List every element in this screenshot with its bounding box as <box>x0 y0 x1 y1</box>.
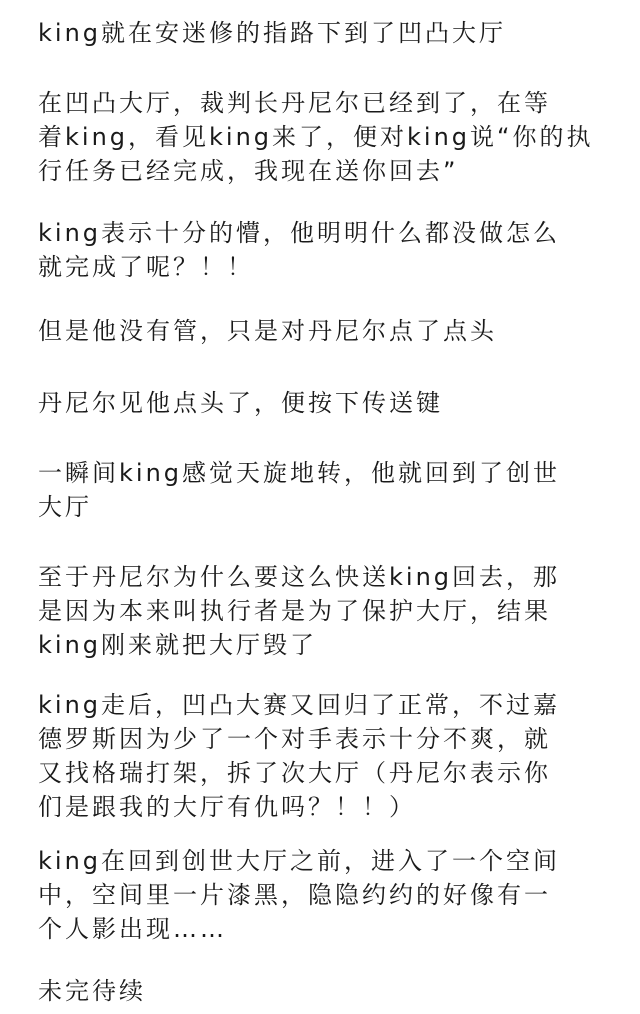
text-line: 大厅 <box>38 493 92 521</box>
text-line: 行任务已经完成，我现在送你回去” <box>38 157 459 185</box>
text-line: 着king，看见king来了，便对king说“你的执 <box>38 123 594 151</box>
text-line: 在凹凸大厅，裁判长丹尼尔已经到了，在等 <box>38 89 551 117</box>
text-line: 一瞬间king感觉天旋地转，他就回到了创世 <box>38 459 561 487</box>
paragraph-dark-space <box>38 844 560 946</box>
text-line: king刚来就把大厅毁了 <box>38 631 318 659</box>
text-line: king表示十分的懵，他明明什么都没做怎么 <box>38 219 561 247</box>
text-line: king走后，凹凸大赛又回归了正常，不过嘉 <box>38 691 561 719</box>
text-line: king就在安迷修的指路下到了凹凸大厅 <box>38 19 507 47</box>
paragraph-to-be-continued <box>38 974 146 1008</box>
text-line: 但是他没有管，只是对丹尼尔点了点头 <box>38 317 497 345</box>
paragraph-teleport-key <box>38 386 443 420</box>
text-line: 未完待续 <box>38 977 146 1005</box>
paragraph-daniel-waiting <box>38 86 593 188</box>
paragraph-reason <box>38 560 560 662</box>
paragraph-king-nods <box>38 314 497 348</box>
text-line: 德罗斯因为少了一个对手表示十分不爽，就 <box>38 725 551 753</box>
text-line: 就完成了呢？！！ <box>38 253 254 281</box>
text-line: 中，空间里一片漆黑，隐隐约约的好像有一 <box>38 881 551 909</box>
paragraph-after-king-left <box>38 688 560 824</box>
paragraph-king-confused <box>38 216 560 284</box>
text-line: 丹尼尔见他点头了，便按下传送键 <box>38 389 443 417</box>
paragraph-back-to-creation-hall <box>38 456 560 524</box>
text-line: 个人影出现…… <box>38 915 227 943</box>
text-line: 是因为本来叫执行者是为了保护大厅，结果 <box>38 597 551 625</box>
paragraph-arrival <box>38 16 506 50</box>
text-line: 们是跟我的大厅有仇吗？！！） <box>38 793 416 821</box>
text-line: king在回到创世大厅之前，进入了一个空间 <box>38 847 561 875</box>
text-line: 又找格瑞打架，拆了次大厅（丹尼尔表示你 <box>38 759 551 787</box>
text-line: 至于丹尼尔为什么要这么快送king回去，那 <box>38 563 561 591</box>
